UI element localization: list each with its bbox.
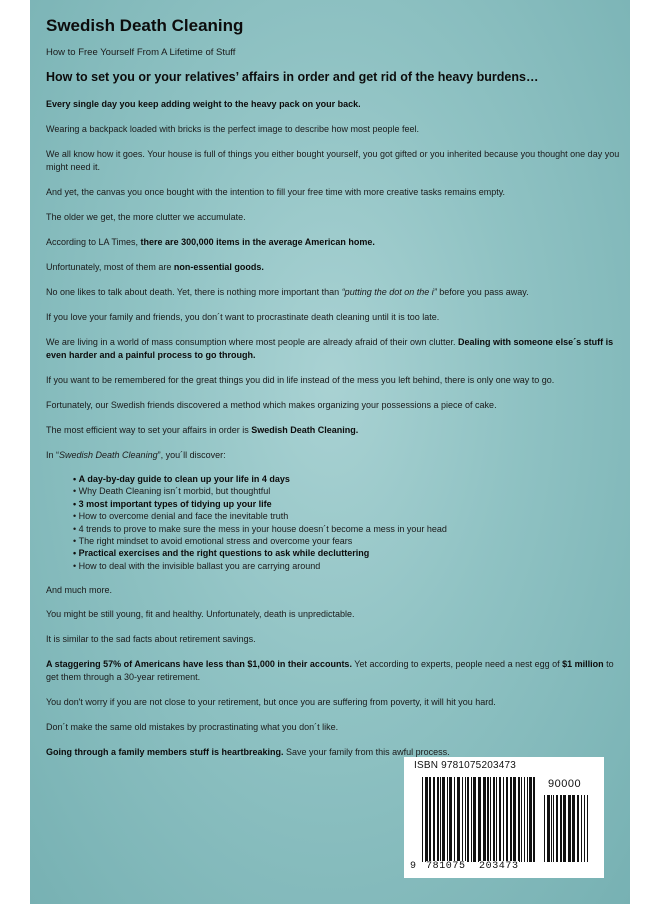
- bold-text: A staggering 57% of Americans have less than $1,000 in their accounts.: [46, 659, 352, 669]
- barcode-bar: [462, 777, 463, 862]
- book-title: Swedish Death Cleaning: [46, 16, 244, 35]
- barcode-bars: [404, 757, 604, 878]
- barcode-bar: [473, 777, 476, 862]
- isbn-label: ISBN 9781075203473: [414, 760, 517, 771]
- barcode-bar: [506, 777, 508, 862]
- barcode-digits-left: 781075: [426, 861, 466, 872]
- paragraph: Fortunately, our Swedish friends discovered a method which makes organizing your possessions a piece of cake.: [46, 400, 497, 410]
- barcode-bar: [487, 777, 489, 862]
- paragraph: If you love your family and friends, you don´t want to procrastinate death cleaning until it is too late.: [46, 312, 440, 322]
- barcode-bar: [560, 795, 562, 862]
- text-span: Yet according to experts, people need a nest egg of: [351, 659, 563, 669]
- barcode-bar: [581, 795, 582, 862]
- text-span: No one likes to talk about death. Yet, there is nothing more important than: [46, 287, 342, 297]
- paragraph: And much more.: [46, 585, 113, 595]
- barcode-bar: [457, 777, 460, 862]
- text-span: Save your family from this awful process.: [283, 747, 450, 757]
- list-item: • A day-by-day guide to clean up your life in 4 days: [73, 473, 613, 485]
- barcode-bar: [454, 777, 455, 862]
- paragraph: [46, 424, 620, 437]
- bold-text: $1 million: [562, 659, 604, 669]
- barcode-bar: [572, 795, 575, 862]
- barcode-bar: [496, 777, 497, 862]
- barcode-bar: [513, 777, 516, 862]
- bold-text: non-essential goods.: [173, 262, 264, 272]
- paragraph: The older we get, the more clutter we accumulate.: [46, 212, 246, 222]
- text-span: to get them through a 30-year retirement.: [46, 659, 614, 682]
- headline: How to set you or your relatives’ affairs in order and get rid of the heavy burdens…: [46, 70, 539, 84]
- barcode-bar: [544, 795, 545, 862]
- barcode-bar: [584, 795, 585, 862]
- text-span: ”, you´ll discover:: [157, 450, 226, 460]
- list-item: • Practical exercises and the right questions to ask while decluttering: [73, 547, 613, 559]
- list-item: • How to overcome denial and face the inevitable truth: [73, 510, 613, 522]
- barcode-bar: [433, 777, 435, 862]
- barcode-bar: [478, 777, 481, 862]
- paragraph: Don´t make the same old mistakes by procrastinating what you don´t like.: [46, 722, 339, 732]
- barcode-digits-right: 203473: [479, 861, 519, 872]
- list-item: • Why Death Cleaning isn´t morbid, but thoughtful: [73, 485, 613, 497]
- barcode-bar: [568, 795, 571, 862]
- barcode-bar: [449, 777, 452, 862]
- barcode-bar: [556, 795, 558, 862]
- barcode-bar: [524, 777, 525, 862]
- italic-text: Swedish Death Cleaning: [59, 450, 158, 460]
- book-subtitle: How to Free Yourself From A Lifetime of Stuff: [46, 47, 236, 58]
- barcode-bar: [553, 795, 554, 862]
- price-code: 90000: [548, 778, 582, 790]
- text-span: In “: [46, 450, 60, 460]
- barcode-bar: [490, 777, 491, 862]
- barcode-bar: [563, 795, 566, 862]
- paragraph: Every single day you keep adding weight to the heavy pack on your back.: [46, 99, 361, 109]
- barcode-bar: [493, 777, 495, 862]
- list-item: • How to deal with the invisible ballast you are carrying around: [73, 560, 613, 572]
- barcode-bar: [521, 777, 522, 862]
- barcode-bar: [471, 777, 472, 862]
- bold-text: Dealing with someone else´s stuff is even harder and a painful process to go through.: [46, 337, 614, 360]
- paragraph: And yet, the canvas you once bought with the intention to fill your free time with more creative tasks remains empty.: [46, 187, 506, 197]
- paragraph: Wearing a backpack loaded with bricks is the perfect image to describe how most people feel.: [46, 124, 420, 134]
- barcode-bar: [467, 777, 469, 862]
- barcode-bar: [547, 795, 550, 862]
- barcode-bar: [510, 777, 512, 862]
- paragraph: [46, 658, 620, 684]
- paragraph: [46, 261, 620, 274]
- barcode-bar: [440, 777, 441, 862]
- paragraph: [46, 449, 620, 462]
- barcode-bar: [503, 777, 504, 862]
- barcode-bar: [465, 777, 466, 862]
- bold-text: there are 300,000 items in the average American home.: [140, 237, 375, 247]
- barcode-bar: [551, 795, 552, 862]
- bold-text: Swedish Death Cleaning.: [251, 425, 359, 435]
- paragraph: You might be still young, fit and healthy. Unfortunately, death is unpredictable.: [46, 609, 355, 619]
- barcode-bar: [587, 795, 588, 862]
- isbn-barcode: [404, 757, 604, 878]
- italic-text: “putting the dot on the i”: [341, 287, 437, 297]
- paragraph: It is similar to the sad facts about retirement savings.: [46, 634, 256, 644]
- paragraph: You don't worry if you are not close to your retirement, but once you are suffering from poverty, it will hit you hard.: [46, 697, 496, 707]
- barcode-bar: [529, 777, 532, 862]
- book-back-cover: [30, 0, 630, 904]
- list-item: • 3 most important types of tidying up your life: [73, 498, 613, 510]
- barcode-bar: [483, 777, 486, 862]
- text-span: The most efficient way to set your affairs in order is: [46, 425, 252, 435]
- barcode-bar: [499, 777, 501, 862]
- paragraph: [46, 336, 620, 362]
- list-item: • 4 trends to prove to make sure the mess in your house doesn´t become a mess in your head: [73, 523, 613, 535]
- barcode-bar: [518, 777, 520, 862]
- list-item: • The right mindset to avoid emotional stress and overcome your fears: [73, 535, 613, 547]
- text-span: before you pass away.: [436, 287, 529, 297]
- barcode-bar: [442, 777, 445, 862]
- barcode-bar: [422, 777, 423, 862]
- text-span: Unfortunately, most of them are: [46, 262, 174, 272]
- barcode-bar: [447, 777, 448, 862]
- bullet-list: [73, 473, 613, 572]
- paragraph: [46, 236, 620, 249]
- barcode-bar: [577, 795, 579, 862]
- paragraph: If you want to be remembered for the great things you did in life instead of the mess you left behind, there is only one way to go.: [46, 375, 555, 385]
- barcode-bar: [533, 777, 535, 862]
- bold-text: Going through a family members stuff is heartbreaking.: [46, 747, 284, 757]
- paragraph: We all know how it goes. Your house is full of things you either bought yourself, you got gifted or you inherited because you thought one day you might need it.: [46, 149, 620, 172]
- barcode-bar: [425, 777, 428, 862]
- barcode-bar: [527, 777, 528, 862]
- text-span: According to LA Times,: [46, 237, 141, 247]
- paragraph: [46, 286, 620, 299]
- text-span: We are living in a world of mass consumption where most people are already afraid of their own clutter.: [46, 337, 459, 347]
- barcode-bar: [437, 777, 439, 862]
- barcode-digit-first: 9: [410, 861, 417, 872]
- barcode-bar: [429, 777, 431, 862]
